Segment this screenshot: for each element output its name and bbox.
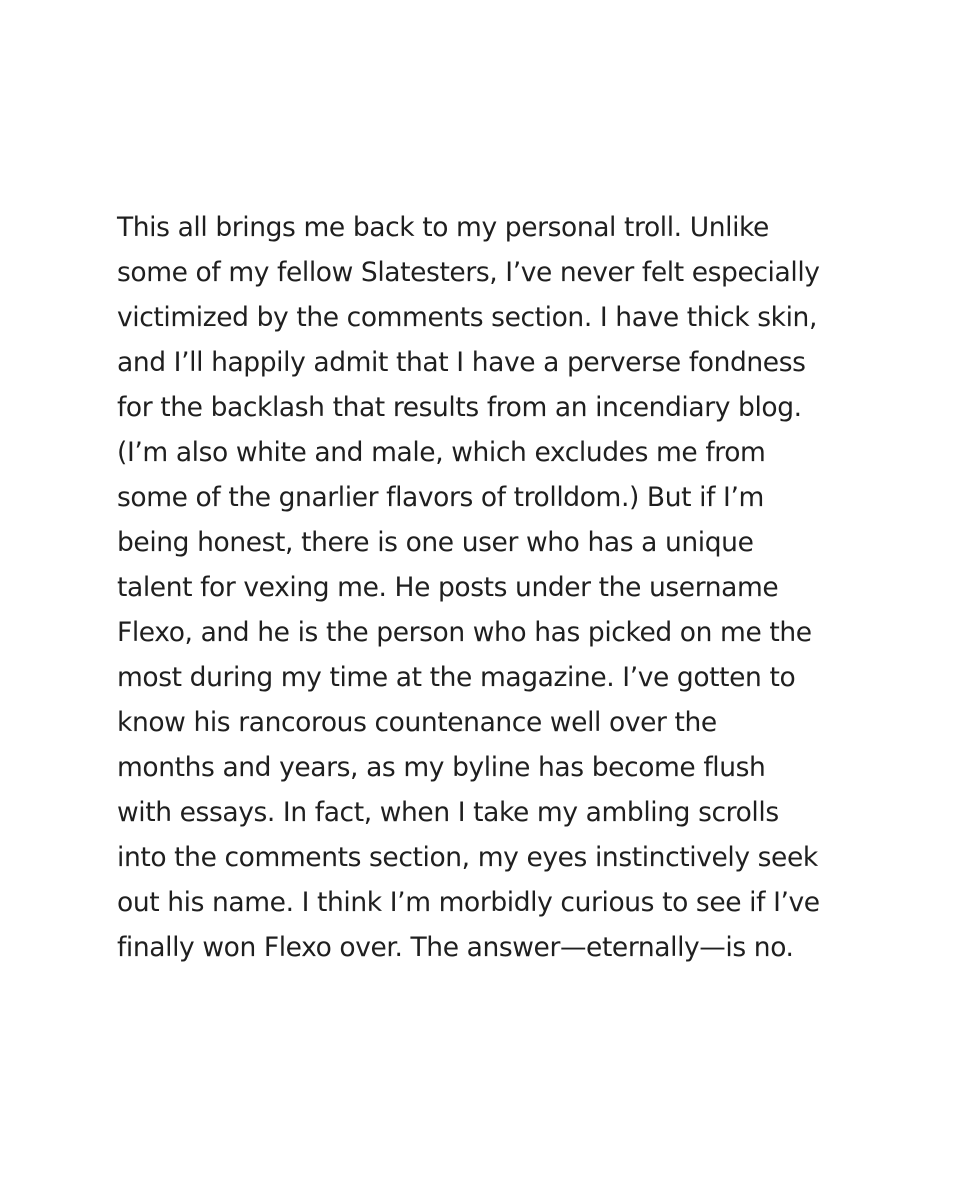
paragraph-line-5: for the backlash that results from an incendiary blog. (117, 392, 802, 423)
paragraph-line-15: into the comments section, my eyes instinctively seek (117, 842, 818, 873)
paragraph-line-6: (I’m also white and male, which excludes me from (117, 437, 766, 468)
paragraph-line-3: victimized by the comments section. I have thick skin, (117, 302, 817, 333)
paragraph-line-16: out his name. I think I’m morbidly curious to see if I’ve (117, 887, 820, 918)
paragraph-line-14: with essays. In fact, when I take my ambling scrolls (117, 797, 779, 828)
paragraph-line-17: finally won Flexo over. The answer—eternally—is no. (117, 932, 794, 963)
article-paragraph (117, 205, 877, 970)
paragraph-line-12: know his rancorous countenance well over the (117, 707, 717, 738)
paragraph-line-1: This all brings me back to my personal troll. Unlike (117, 212, 769, 243)
paragraph-line-9: talent for vexing me. He posts under the username (117, 572, 779, 603)
paragraph-line-2: some of my fellow Slatesters, I’ve never felt especially (117, 257, 820, 288)
paragraph-line-13: months and years, as my byline has become flush (117, 752, 766, 783)
paragraph-line-10: Flexo, and he is the person who has picked on me the (117, 617, 812, 648)
paragraph-line-4: and I’ll happily admit that I have a perverse fondness (117, 347, 806, 378)
paragraph-line-11: most during my time at the magazine. I’ve gotten to (117, 662, 796, 693)
paragraph-line-7: some of the gnarlier flavors of trolldom.) But if I’m (117, 482, 764, 513)
paragraph-line-8: being honest, there is one user who has a unique (117, 527, 754, 558)
